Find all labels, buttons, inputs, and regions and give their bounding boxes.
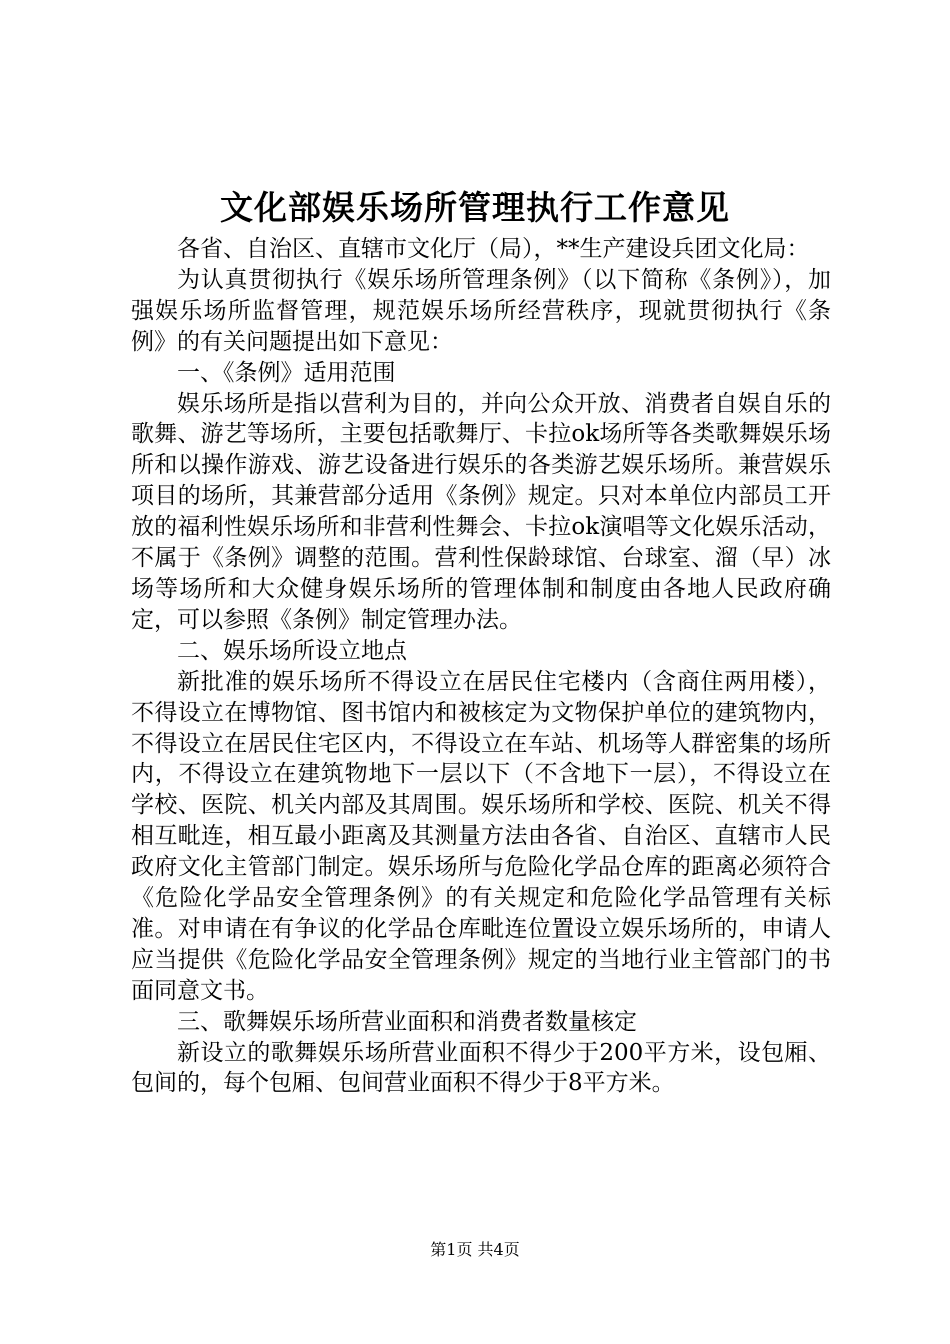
section-3-paragraph: 新设立的歌舞娱乐场所营业面积不得少于200平方米，设包厢、包间的，每个包厢、包间营业面积不得少于8平方米。 bbox=[131, 1039, 831, 1097]
section-heading-2: 二、娱乐场所设立地点 bbox=[177, 637, 407, 664]
section-2-paragraph: 新批准的娱乐场所不得设立在居民住宅楼内（含商住两用楼），不得设立在博物馆、图书馆内和被核定为文物保护单位的建筑物内，不得设立在居民住宅区内，不得设立在车站、机场等人群密集的场所内，不得设立在建筑物地下一层以下（不含地下一层），不得设立在学校、医院、机关内部及其周围。娱乐场所和学校、医院、机关不得相互毗连，相互最小距离及其测量方法由各省、自治区、直辖市人民政府文化主管部门制定。娱乐场所与危险化学品仓库的距离必须符合《危险化学品安全管理条例》的有关规定和危险化学品管理有关标准。对申请在有争议的化学品仓库毗连位置设立娱乐场所的，申请人应当提供《危险化学品安全管理条例》规定的当地行业主管部门的书面同意文书。 bbox=[131, 668, 831, 1004]
section-heading-1: 一、《条例》适用范围 bbox=[177, 359, 396, 386]
page-number: 第1页 共4页 bbox=[430, 1240, 520, 1259]
section-heading-3: 三、歌舞娱乐场所营业面积和消费者数量核定 bbox=[177, 1008, 637, 1035]
document-title: 文化部娱乐场所管理执行工作意见 bbox=[220, 188, 730, 227]
salutation-paragraph: 各省、自治区、直辖市文化厅（局），**生产建设兵团文化局： bbox=[177, 236, 810, 262]
document-body bbox=[131, 234, 831, 1099]
section-1-paragraph: 娱乐场所是指以营利为目的，并向公众开放、消费者自娱自乐的歌舞、游艺等场所，主要包括歌舞厅、卡拉ok场所等各类歌舞娱乐场所和以操作游戏、游艺设备进行娱乐的各类游艺娱乐场所。兼营娱乐项目的场所，其兼营部分适用《条例》规定。只对本单位内部员工开放的福利性娱乐场所和非营利性舞会、卡拉ok演唱等文化娱乐活动，不属于《条例》调整的范围。营利性保龄球馆、台球室、溜（早）冰场等场所和大众健身娱乐场所的管理体制和制度由各地人民政府确定，可以参照《条例》制定管理办法。 bbox=[131, 390, 831, 633]
intro-paragraph: 为认真贯彻执行《娱乐场所管理条例》（以下简称《条例》），加强娱乐场所监督管理，规范娱乐场所经营秩序，现就贯彻执行《条例》的有关问题提出如下意见： bbox=[131, 266, 831, 355]
